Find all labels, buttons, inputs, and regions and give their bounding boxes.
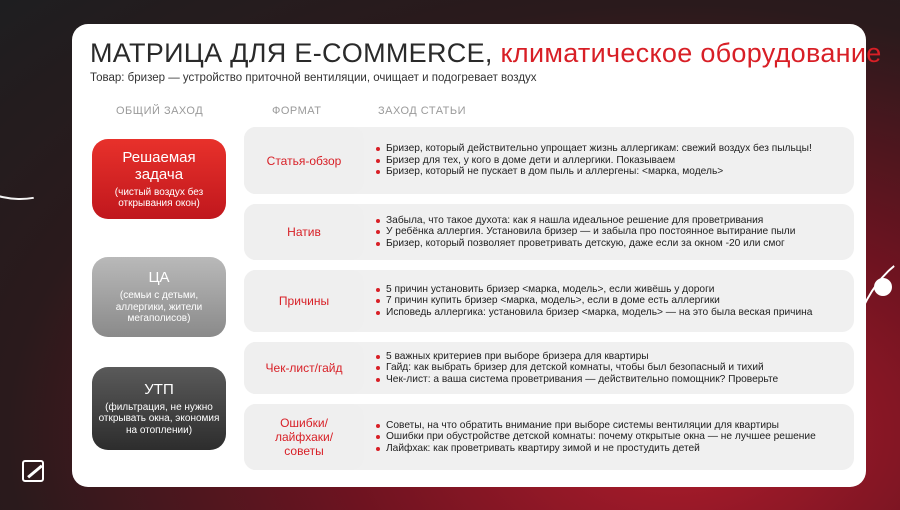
entry-list: [374, 127, 858, 194]
format-label: Причины: [244, 270, 364, 332]
approach-pill-audience: [92, 257, 226, 337]
decorative-dot: [874, 278, 892, 296]
approach-subtitle: (чистый воздух без открывания окон): [114, 186, 204, 209]
list-item: Бризер, который позволяет проветривать детскую, даже если за окном -20 или смог: [374, 238, 858, 250]
approach-pill-problem: [92, 139, 226, 219]
approach-title: УТП: [144, 380, 174, 398]
list-item: Ошибки при обустройстве детской комнаты: почему открытые окна — не лучшее решение: [374, 431, 858, 443]
entry-list: [374, 342, 858, 394]
list-item: Бризер, который не пускает в дом пыль и аллергены: <марка, модель>: [374, 166, 858, 178]
format-label: Ошибки/ лайфхаки/ советы: [244, 404, 364, 470]
matrix-card: [72, 24, 882, 487]
column-header-entry: ЗАХОД СТАТЬИ: [378, 105, 467, 117]
approach-subtitle: (фильтрация, не нужно открывать окна, экономия на отоплении): [98, 401, 220, 436]
column-header-general: ОБЩИЙ ЗАХОД: [116, 105, 204, 117]
list-item: Советы, на что обратить внимание при выборе системы вентиляции для квартиры: [374, 420, 858, 432]
list-item: 5 причин установить бризер <марка, модель>, если живёшь у дороги: [374, 284, 858, 296]
list-item: Бризер, который действительно упрощает жизнь аллергикам: свежий воздух без пыльцы!: [374, 143, 858, 155]
column-header-format: ФОРМАТ: [272, 105, 322, 117]
approach-title: ЦА: [148, 269, 170, 287]
brand-logo-icon: [22, 460, 44, 482]
format-label: Чек-лист/гайд: [244, 342, 364, 394]
list-item: Исповедь аллергика: установила бризер <марка, модель> — на это была веская причина: [374, 307, 858, 319]
entry-list: [374, 204, 858, 260]
title-part-main: МАТРИЦА ДЛЯ E-COMMERCE,: [90, 38, 493, 68]
entry-list: [374, 270, 858, 332]
page-subtitle: Товар: бризер — устройство приточной вентиляции, очищает и подогревает воздух: [90, 72, 537, 84]
list-item: Гайд: как выбрать бризер для детской комнаты, чтобы был безопасный и тихий: [374, 362, 858, 374]
approach-title: Решаемая задача: [122, 148, 196, 183]
entry-list: [374, 404, 858, 470]
list-item: Бризер для тех, у кого в доме дети и аллергики. Показываем: [374, 155, 858, 167]
list-item: 7 причин купить бризер <марка, модель>, если в доме есть аллергики: [374, 295, 858, 307]
approach-pill-usp: [92, 367, 226, 450]
list-item: У ребёнка аллергия. Установила бризер — и забыла про постоянное вытирание пыли: [374, 226, 858, 238]
list-item: Чек-лист: а ваша система проветривания — действительно помощник? Проверьте: [374, 374, 858, 386]
list-item: 5 важных критериев при выборе бризера для квартиры: [374, 351, 858, 363]
format-label: Статья-обзор: [244, 127, 364, 194]
list-item: Лайфхак: как проветривать квартиру зимой и не простудить детей: [374, 443, 858, 455]
approach-subtitle: (семьи с детьми, аллергики, жители мегаполисов): [115, 290, 203, 325]
format-label: Натив: [244, 204, 364, 260]
page-title: [90, 38, 882, 69]
list-item: Забыла, что такое духота: как я нашла идеальное решение для проветривания: [374, 215, 858, 227]
title-part-accent: климатическое оборудование: [500, 38, 882, 68]
